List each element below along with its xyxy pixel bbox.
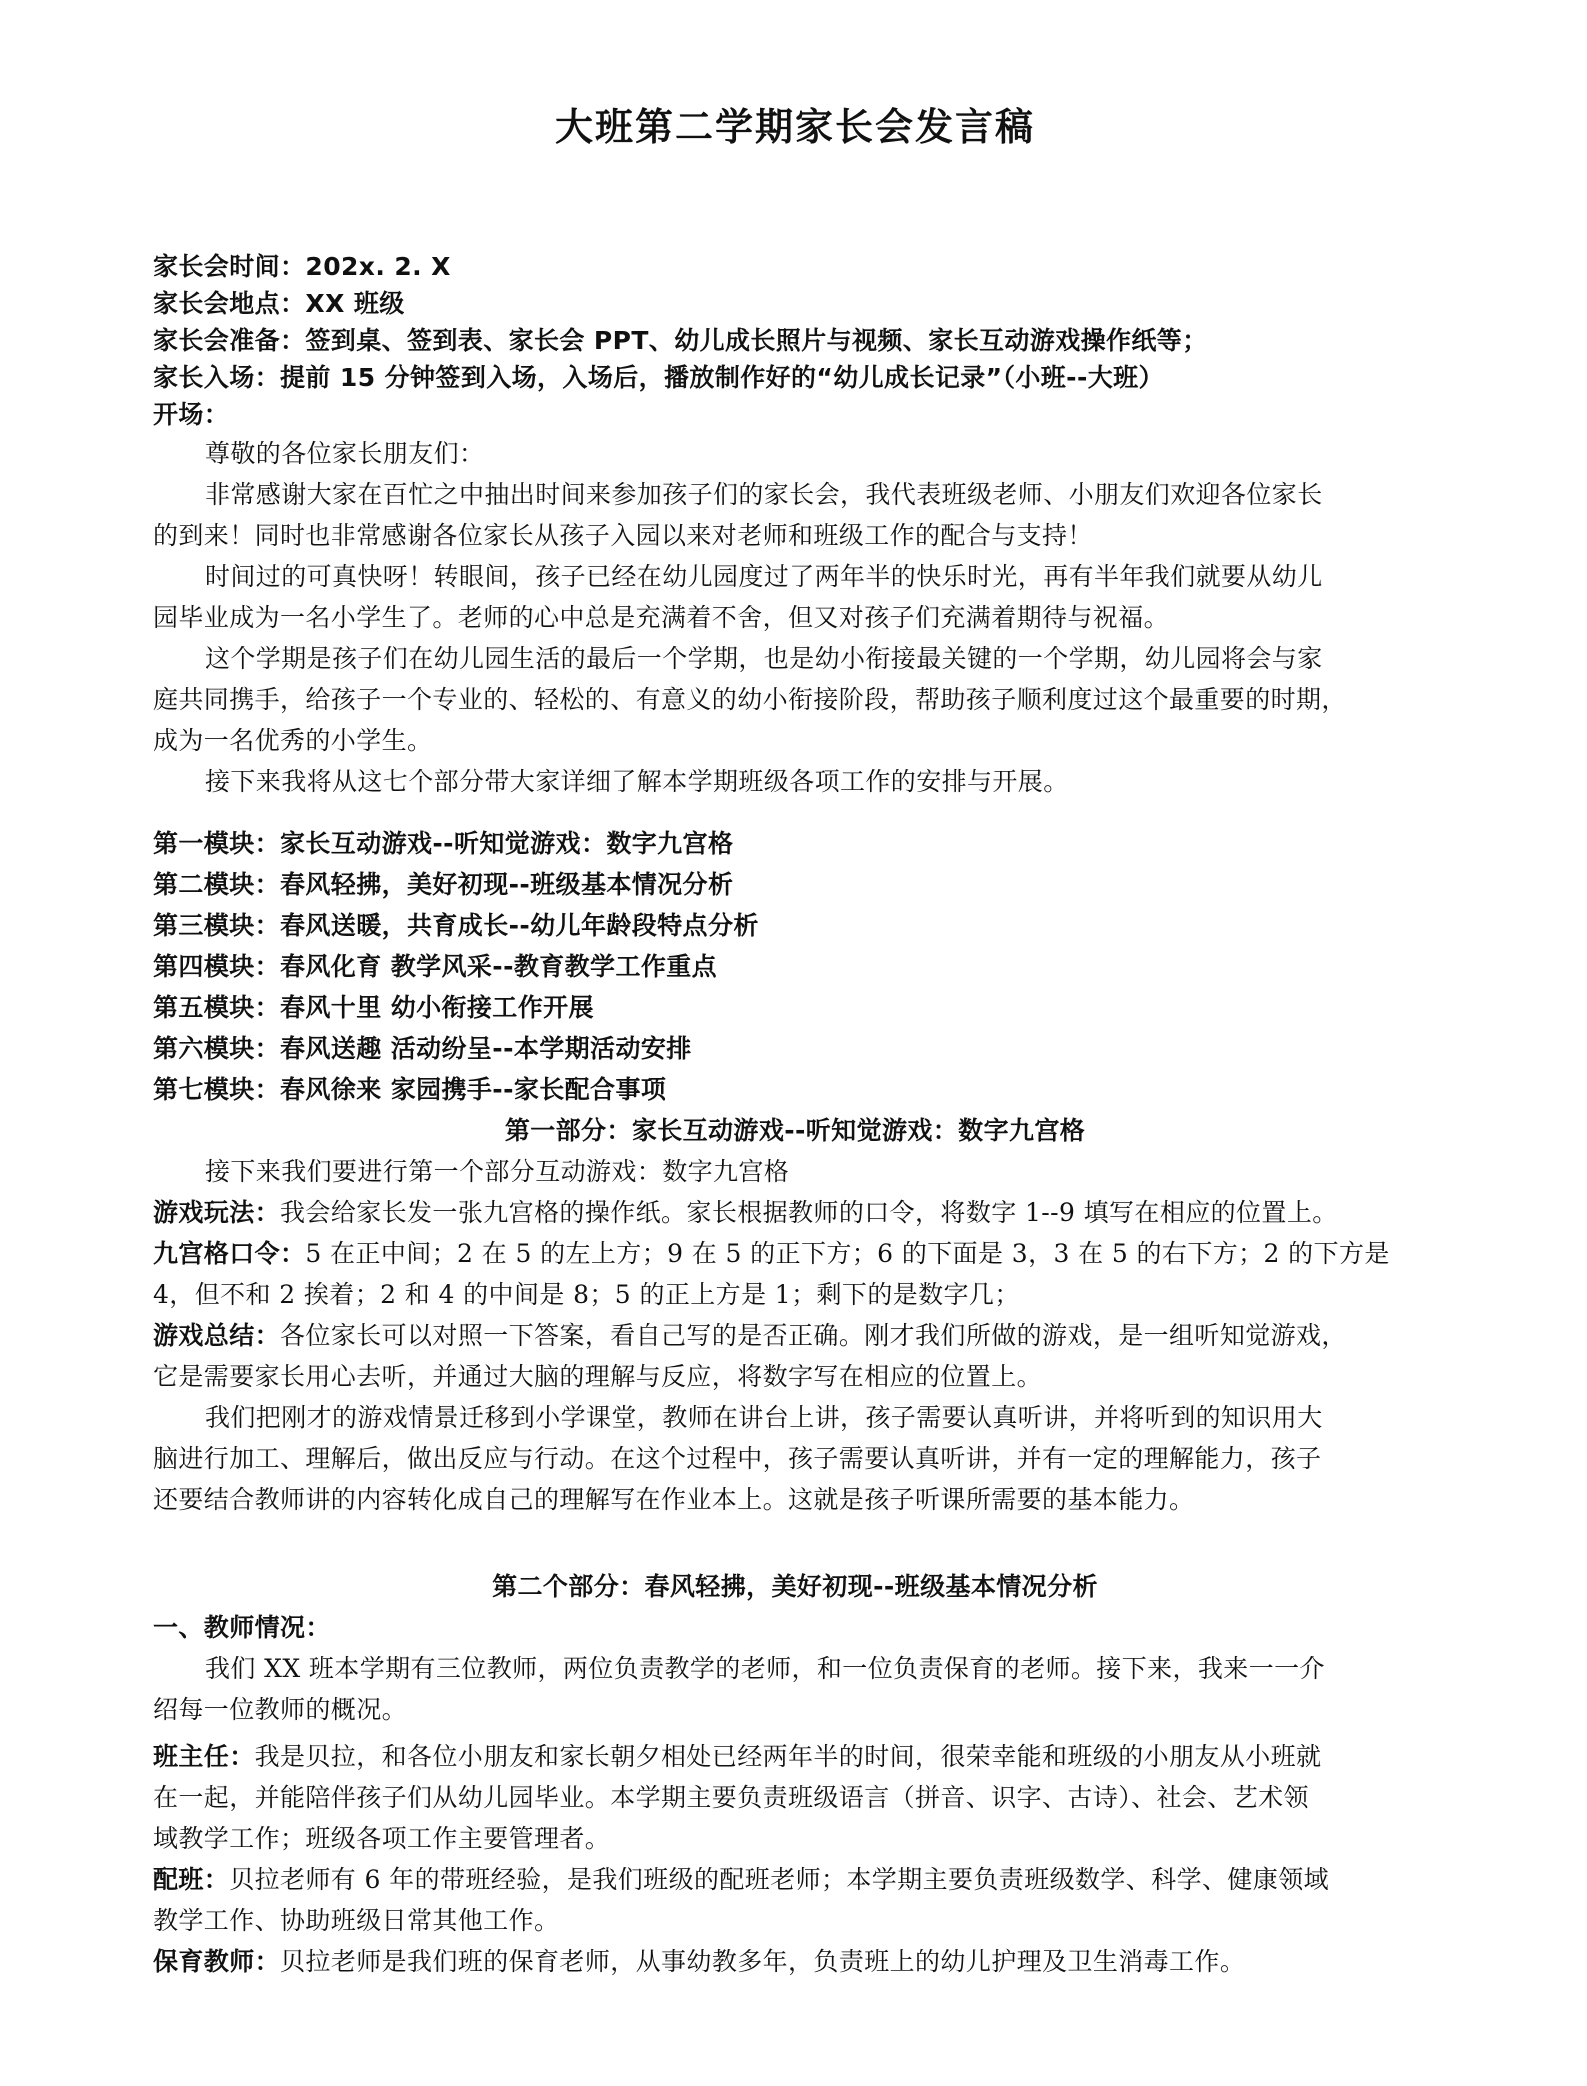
part1-summary — [153, 1319, 1437, 1353]
rules-label: 游戏玩法： — [153, 1198, 281, 1227]
commands-label: 九宫格口令： — [153, 1239, 306, 1268]
summary-label: 游戏总结： — [153, 1321, 281, 1350]
meta-opening — [153, 398, 1437, 432]
meta-entry-label: 家长入场： — [153, 363, 281, 392]
assistant-teacher-cont: 教学工作、协助班级日常其他工作。 — [153, 1906, 560, 1935]
module-item: 第六模块：春风送趣 活动纷呈--本学期活动安排 — [153, 1034, 692, 1063]
meta-entry — [153, 361, 1437, 395]
intro-line: 这个学期是孩子们在幼儿园生活的最后一个学期，也是幼小衔接最关键的一个学期，幼儿园将会与家 — [205, 644, 1323, 673]
module-item: 第四模块：春风化育 教学风采--教育教学工作重点 — [153, 952, 718, 981]
summary-text: 各位家长可以对照一下答案，看自己写的是否正确。刚才我们所做的游戏，是一组听知觉游戏， — [280, 1321, 1347, 1350]
intro-line: 接下来我将从这七个部分带大家详细了解本学期班级各项工作的安排与开展。 — [205, 767, 1069, 796]
part1-lead: 接下来我们要进行第一个部分互动游戏：数字九宫格 — [205, 1157, 790, 1186]
module-item: 第五模块：春风十里 幼小衔接工作开展 — [153, 993, 594, 1022]
intro-line: 的到来！同时也非常感谢各位家长从孩子入园以来对老师和班级工作的配合与支持！ — [153, 521, 1093, 550]
meta-time-label: 家长会时间： — [153, 252, 306, 281]
assistant-label: 配班： — [153, 1865, 230, 1894]
part1-commands-cont: 4，但不和 2 挨着；2 和 4 的中间是 8；5 的正上方是 1；剩下的是数字几； — [153, 1280, 1020, 1309]
meta-preparation-label: 家长会准备： — [153, 326, 306, 355]
intro-line: 非常感谢大家在百忙之中抽出时间来参加孩子们的家长会，我代表班级老师、小朋友们欢迎各位家长 — [205, 480, 1323, 509]
head-teacher-cont: 域教学工作；班级各项工作主要管理者。 — [153, 1824, 611, 1853]
meta-time-value: 202x. 2. X — [305, 252, 451, 281]
meta-entry-value: 提前 15 分钟签到入场，入场后，播放制作好的“幼儿成长记录”（小班--大班） — [280, 363, 1164, 392]
part1-transfer: 脑进行加工、理解后，做出反应与行动。在这个过程中，孩子需要认真听讲，并有一定的理解能力，孩子 — [153, 1444, 1322, 1473]
module-item: 第七模块：春风徐来 家园携手--家长配合事项 — [153, 1075, 667, 1104]
module-item: 第三模块：春风送暖，共育成长--幼儿年龄段特点分析 — [153, 911, 759, 940]
care-label: 保育教师： — [153, 1947, 281, 1976]
part1-heading: 第一部分：家长互动游戏--听知觉游戏：数字九宫格 — [504, 1116, 1086, 1145]
meta-preparation-value: 签到桌、签到表、家长会 PPT、幼儿成长照片与视频、家长互动游戏操作纸等； — [305, 326, 1208, 355]
head-teacher-text: 我是贝拉，和各位小朋友和家长朝夕相处已经两年半的时间，很荣幸能和班级的小朋友从小班就 — [254, 1742, 1322, 1771]
intro-line: 庭共同携手，给孩子一个专业的、轻松的、有意义的幼小衔接阶段，帮助孩子顺利度过这个最重要的时期， — [153, 685, 1347, 714]
part2-sub1: 一、教师情况： — [153, 1613, 331, 1642]
assistant-teacher — [153, 1863, 1437, 1897]
teachers-intro: 绍每一位教师的概况。 — [153, 1695, 408, 1724]
intro-line: 园毕业成为一名小学生了。老师的心中总是充满着不舍，但又对孩子们充满着期待与祝福。 — [153, 603, 1170, 632]
part2-heading: 第二个部分：春风轻拂，美好初现--班级基本情况分析 — [492, 1572, 1098, 1601]
commands-text: 5 在正中间；2 在 5 的左上方；9 在 5 的正下方；6 的下面是 3，3 在 5 的右下方；2 的下方是 — [305, 1239, 1390, 1268]
head-teacher — [153, 1740, 1437, 1774]
meta-location — [153, 287, 1437, 321]
assistant-text: 贝拉老师有 6 年的带班经验，是我们班级的配班老师；本学期主要负责班级数学、科学、健康领域 — [229, 1865, 1330, 1894]
part1-commands — [153, 1237, 1437, 1271]
module-item: 第二模块：春风轻拂，美好初现--班级基本情况分析 — [153, 870, 734, 899]
part1-rules — [153, 1196, 1437, 1230]
meta-location-label: 家长会地点： — [153, 289, 306, 318]
part1-transfer: 还要结合教师讲的内容转化成自己的理解写在作业本上。这就是孩子听课所需要的基本能力。 — [153, 1485, 1195, 1514]
meta-location-value: XX 班级 — [305, 289, 405, 318]
part1-summary-cont: 它是需要家长用心去听，并通过大脑的理解与反应，将数字写在相应的位置上。 — [153, 1362, 1043, 1391]
document-title: 大班第二学期家长会发言稿 — [554, 104, 1035, 149]
meta-opening-label: 开场： — [153, 400, 230, 429]
care-text: 贝拉老师是我们班的保育老师，从事幼教多年，负责班上的幼儿护理及卫生消毒工作。 — [280, 1947, 1246, 1976]
module-item: 第一模块：家长互动游戏--听知觉游戏：数字九宫格 — [153, 829, 734, 858]
intro-line: 成为一名优秀的小学生。 — [153, 726, 433, 755]
head-teacher-cont: 在一起，并能陪伴孩子们从幼儿园毕业。本学期主要负责班级语言（拼音、识字、古诗）、社会、艺术领 — [153, 1783, 1309, 1812]
teachers-intro: 我们 XX 班本学期有三位教师，两位负责教学的老师，和一位负责保育的老师。接下来，我来一一介 — [205, 1654, 1325, 1683]
head-teacher-label: 班主任： — [153, 1742, 255, 1771]
rules-text: 我会给家长发一张九宫格的操作纸。家长根据教师的口令，将数字 1--9 填写在相应的位置上。 — [280, 1198, 1338, 1227]
part1-transfer: 我们把刚才的游戏情景迁移到小学课堂，教师在讲台上讲，孩子需要认真听讲，并将听到的知识用大 — [205, 1403, 1323, 1432]
intro-line: 时间过的可真快呀！转眼间，孩子已经在幼儿园度过了两年半的快乐时光，再有半年我们就要从幼儿 — [205, 562, 1323, 591]
greeting: 尊敬的各位家长朋友们： — [205, 439, 485, 468]
meta-preparation — [153, 324, 1437, 358]
care-teacher — [153, 1945, 1437, 1979]
meta-time — [153, 250, 1437, 284]
